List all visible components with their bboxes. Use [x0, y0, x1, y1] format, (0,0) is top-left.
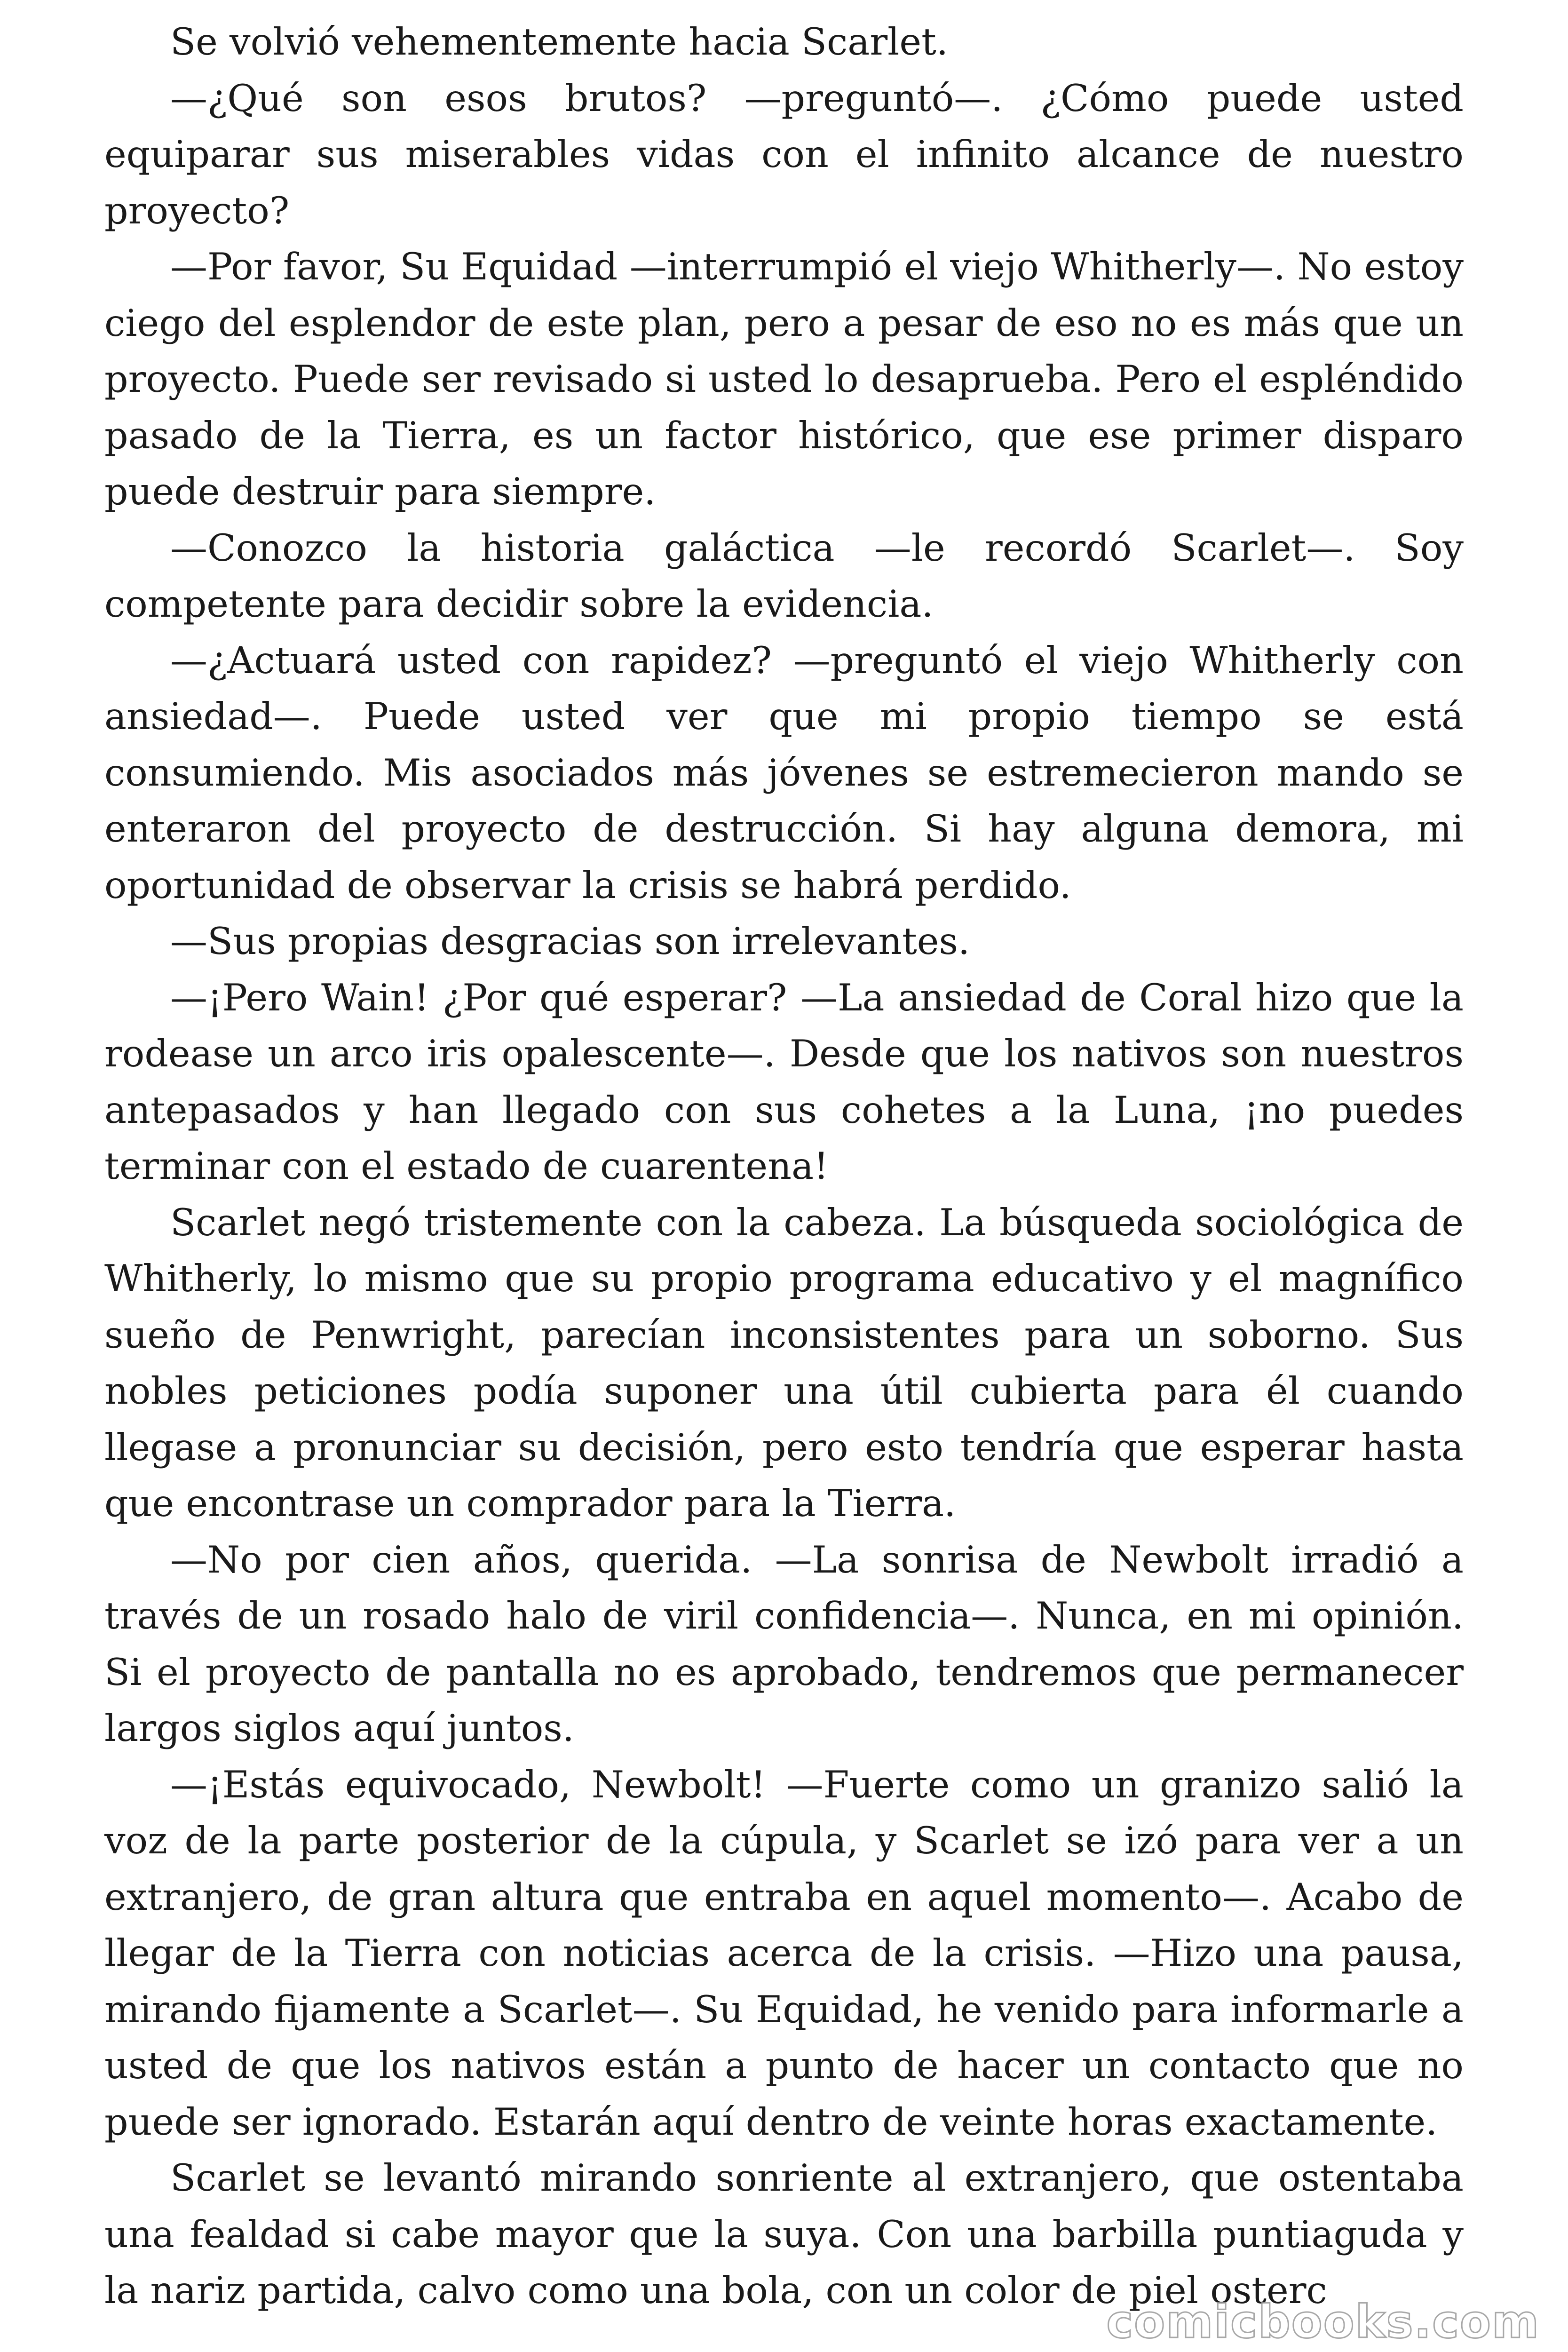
paragraph: —¡Pero Wain! ¿Por qué esperar? —La ansiedad de Coral hizo que la rodease un arco iris opalescente—. Desde que los nativos son nuestros antepasados y han llegado con sus cohetes a la Luna, ¡no puedes terminar con el estado de cuarentena!: [104, 976, 1464, 1188]
body-text: [104, 14, 1464, 2319]
paragraph: —¿Actuará usted con rapidez? —preguntó el viejo Whitherly con ansiedad—. Puede usted ver que mi propio tiempo se está consumiendo. Mis asociados más jóvenes se estremecieron mando se enteraron del proyecto de destrucción. Si hay alguna demora, mi oportunidad de observar la crisis se habrá perdido.: [104, 638, 1464, 907]
watermark-logo: comicbooks.com: [1106, 2296, 1540, 2348]
paragraph: —Por favor, Su Equidad —interrumpió el viejo Whitherly—. No estoy ciego del esplendor de este plan, pero a pesar de eso no es más que un proyecto. Puede ser revisado si usted lo desaprueba. Pero el espléndido pasado de la Tierra, es un factor histórico, que ese primer disparo puede destruir para siempre.: [104, 245, 1464, 513]
paragraph: —¡Estás equivocado, Newbolt! —Fuerte como un granizo salió la voz de la parte posterior de la cúpula, y Scarlet se izó para ver a un extranjero, de gran altura que entraba en aquel momento—. Acabo de llegar de la Tierra con noticias acerca de la crisis. —Hizo una pausa, mirando fijamente a Scarlet—. Su Equidad, he venido para informarle a usted de que los nativos están a punto de hacer un contacto que no puede ser ignorado. Estarán aquí dentro de veinte horas exactamente.: [104, 1763, 1464, 2144]
paragraph: —Conozco la historia galáctica —le recordó Scarlet—. Soy competente para decidir sobre la evidencia.: [104, 526, 1464, 626]
paragraph: Se volvió vehementemente hacia Scarlet.: [170, 20, 949, 64]
paragraph: Scarlet negó tristemente con la cabeza. La búsqueda sociológica de Whitherly, lo mismo que su propio programa educativo y el magnífico sueño de Penwright, parecían inconsistentes para un soborno. Sus nobles peticiones podía suponer una útil cubierta para él cuando llegase a pronunciar su decisión, pero esto tendría que esperar hasta que encontrase un comprador para la Tierra.: [104, 1200, 1464, 1525]
paragraph: —No por cien años, querida. —La sonrisa de Newbolt irradió a través de un rosado halo de viril confidencia—. Nunca, en mi opinión. Si el proyecto de pantalla no es aprobado, tendremos que permanecer largos siglos aquí juntos.: [104, 1538, 1464, 1750]
paragraph: Scarlet se levantó mirando sonriente al extranjero, que ostentaba una fealdad si cabe mayor que la suya. Con una barbilla puntiaguda y la nariz partida, calvo como una bola, con un color de piel osterc: [104, 2156, 1464, 2312]
paragraph: —Sus propias desgracias son irrelevantes.: [170, 920, 970, 963]
paragraph: —¿Qué son esos brutos? —preguntó—. ¿Cómo puede usted equiparar sus miserables vidas con el infinito alcance de nuestro proyecto?: [104, 76, 1464, 232]
